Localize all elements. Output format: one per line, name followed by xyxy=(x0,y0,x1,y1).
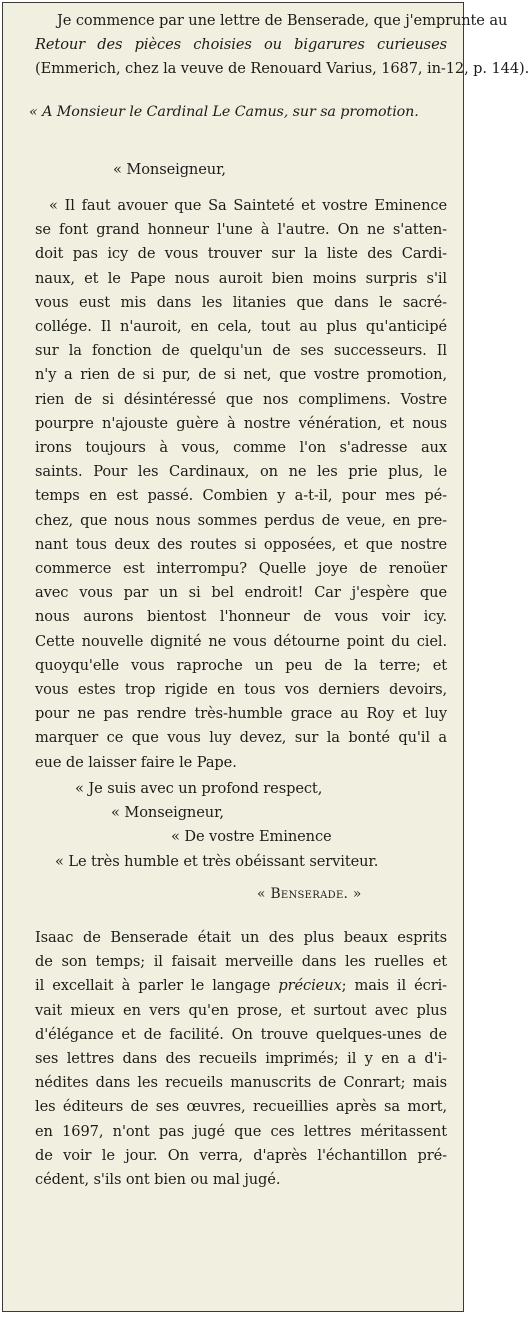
paragraph-line: les éditeurs de ses œuvres, recueillies après sa mort, xyxy=(35,1098,447,1116)
letter-line: se font grand honneur l'une à l'autre. On ne s'atten- xyxy=(35,221,447,239)
letter-line: vous eust mis dans les litanies que dans le sacré- xyxy=(35,293,447,311)
paragraph-line: en 1697, n'ont pas jugé que ces lettres méritassent xyxy=(35,1122,447,1140)
paragraph-line: de voir le jour. On verra, d'après l'échantillon pré- xyxy=(35,1146,447,1164)
letter-line: avec vous par un si bel endroit! Car j'espère que xyxy=(35,584,447,602)
letter-line: commerce est interrompu? Quelle joye de renoüer xyxy=(35,560,447,578)
intro-line xyxy=(35,33,447,57)
book-page xyxy=(2,2,529,1312)
letter-body xyxy=(35,194,447,775)
letter-line: chez, que nous nous sommes perdus de veue, en pre- xyxy=(35,511,447,529)
page-text xyxy=(29,9,529,1192)
intro-paragraph xyxy=(35,9,529,82)
letter-line: nant tous deux des routes si opposées, et que nostre xyxy=(35,535,447,553)
intro-line: (Emmerich, chez la veuve de Renouard Varius, 1687, in-12, p. 144). xyxy=(35,60,529,78)
closing-line: « Le très humble et très obéissant serviteur. xyxy=(55,852,379,870)
letter-line: sur la fonction de quelqu'un de ses successeurs. Il xyxy=(35,342,447,360)
paragraph-line: Isaac de Benserade était un des plus beaux esprits xyxy=(35,928,447,946)
paragraph-line: vait mieux en vers qu'en prose, et surtout avec plus xyxy=(35,1001,447,1019)
letter-line: saints. Pour les Cardinaux, on ne les prie plus, le xyxy=(35,463,447,481)
letter-line: nous aurons bientost l'honneur de vous voir icy. xyxy=(35,608,447,626)
closing-line: « Monseigneur, xyxy=(111,804,224,822)
paragraph-line: ses lettres dans des recueils imprimés; il y en a d'i- xyxy=(35,1049,447,1067)
letter-line: Cette nouvelle dignité ne vous détourne point du ciel. xyxy=(35,632,447,650)
paragraph-line: il excellait à parler le langage précieux; mais il écri- xyxy=(35,977,447,995)
intro-line: Je commence par une lettre de Benserade, que j'emprunte au xyxy=(57,12,508,29)
letter-line: eue de laisser faire le Pape. xyxy=(35,753,237,771)
source-title: Retour des pièces choisies ou bigarures curieuses xyxy=(35,36,447,54)
emphasized-word: précieux xyxy=(278,977,342,995)
signature: « Benserade. » xyxy=(257,885,362,902)
letter-heading: « A Monsieur le Cardinal Le Camus, sur sa promotion. xyxy=(29,103,419,120)
paragraph-line: nédites dans les recueils manuscrits de Conrart; mais xyxy=(35,1074,447,1092)
letter-line: vous estes trop rigide en tous vos derniers devoirs, xyxy=(35,681,447,699)
closing-line: « Je suis avec un profond respect, xyxy=(75,779,323,797)
letter-line: doit pas icy de vous trouver sur la liste des Cardi- xyxy=(35,245,447,263)
paragraph-line: de son temps; il faisait merveille dans les ruelles et xyxy=(35,953,447,971)
letter-line: naux, et le Pape nous auroit bien moins surpris s'il xyxy=(35,269,447,287)
closing-line: « De vostre Eminence xyxy=(171,828,332,846)
letter-line: quoyqu'elle vous raproche un peu de la terre; et xyxy=(35,656,447,674)
paragraph-line: d'élégance et de facilité. On trouve quelques-unes de xyxy=(35,1025,447,1043)
letter-line: pour ne pas rendre très-humble grace au Roy et luy xyxy=(35,705,447,723)
letter-line: rien de si désintéressé que nos complimens. Vostre xyxy=(35,390,447,408)
letter-line: pourpre n'ajouste guère à nostre vénération, et nous xyxy=(35,414,447,432)
letter-line: temps en est passé. Combien y a-t-il, pour mes pé- xyxy=(35,487,447,505)
paragraph-line: cédent, s'ils ont bien ou mal jugé. xyxy=(35,1170,281,1188)
letter-line: « Il faut avouer que Sa Sainteté et vostre Eminence xyxy=(49,197,447,215)
letter-salutation: « Monseigneur, xyxy=(113,160,226,178)
letter-line: n'y a rien de si pur, de si net, que vostre promotion, xyxy=(35,366,447,384)
letter-line: irons toujours à vous, comme l'on s'adresse aux xyxy=(35,439,447,457)
closing-paragraph xyxy=(35,926,447,1192)
letter-line: marquer ce que vous luy devez, sur la bonté qu'il a xyxy=(35,729,447,747)
letter-line: collége. Il n'auroit, en cela, tout au plus qu'anticipé xyxy=(35,318,447,336)
